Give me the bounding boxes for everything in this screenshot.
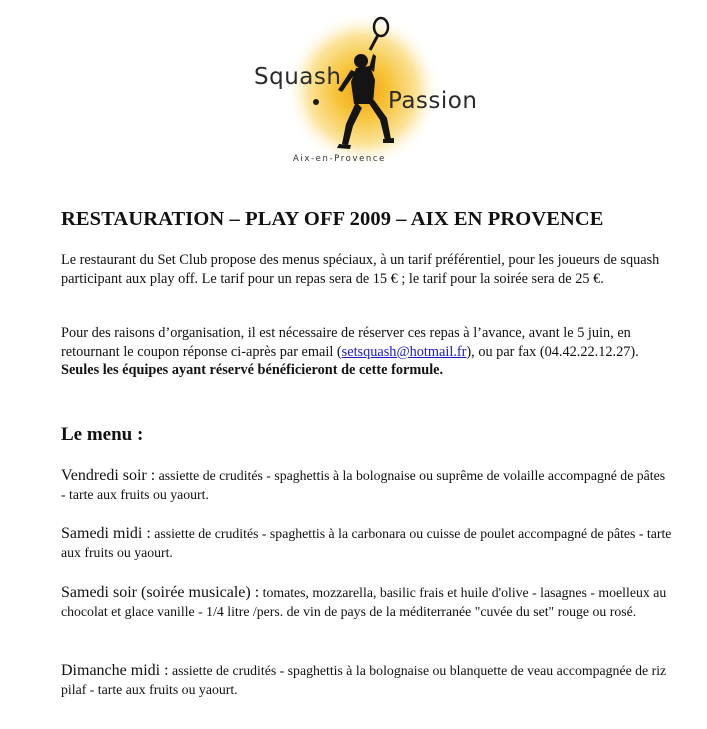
logo-word-squash: Squash bbox=[254, 64, 342, 90]
meal-description: assiette de crudités - spaghettis à la carbonara ou cuisse de poulet accompagné de pâtes - tarte aux fruits ou yaourt. bbox=[61, 526, 672, 560]
squash-passion-logo bbox=[238, 12, 482, 172]
reservation-text: Pour des raisons d’organisation, il est nécessaire de réserver ces repas à l’avance, avant le 5 juin, en retournant le coupon réponse ci-après par email ( bbox=[61, 325, 631, 360]
reservation-paragraph bbox=[61, 324, 673, 380]
logo-city: Aix-en-Provence bbox=[293, 154, 386, 164]
logo-graphic bbox=[238, 12, 482, 172]
meal-description: tomates, mozzarella, basilic frais et huile d'olive - lasagnes - moelleux au chocolat et glace vanille - 1/4 litre /pers. de vin de pays de la méditerranée "cuvée du set" rouge ou rosé. bbox=[61, 585, 667, 619]
reservation-notice: Seules les équipes ayant réservé bénéficieront de cette formule. bbox=[61, 362, 444, 378]
menu-heading: Le menu : bbox=[61, 424, 144, 445]
logo-word-passion: Passion bbox=[388, 88, 478, 114]
email-link[interactable]: setsquash@hotmail.fr bbox=[341, 343, 467, 360]
ball-dot-icon bbox=[313, 99, 319, 105]
meal-description: assiette de crudités - spaghettis à la bolognaise ou suprême de volaille accompagné de pâtes - tarte aux fruits ou yaourt. bbox=[61, 468, 666, 502]
reservation-text-after: ), ou par fax (04.42.22.12.27). bbox=[466, 343, 639, 360]
menu-item-saturday-evening bbox=[61, 584, 673, 621]
intro-paragraph: Le restaurant du Set Club propose des menus spéciaux, à un tarif préférentiel, pour les joueurs de squash participant aux play off. Le tarif pour un repas sera de 15 € ; le tarif pour la soirée sera de 25 €. bbox=[61, 252, 660, 287]
menu-item-sunday-lunch bbox=[61, 662, 673, 699]
menu-item-friday-evening bbox=[61, 467, 673, 504]
meal-label: Vendredi soir : bbox=[61, 467, 156, 484]
meal-label: Samedi midi : bbox=[61, 525, 151, 542]
menu-item-saturday-lunch bbox=[61, 525, 673, 562]
meal-label: Dimanche midi : bbox=[61, 662, 169, 679]
page-title: RESTAURATION – PLAY OFF 2009 – AIX EN PROVENCE bbox=[61, 208, 604, 230]
meal-description: assiette de crudités - spaghettis à la bolognaise ou blanquette de veau accompagnée de riz pilaf - tarte aux fruits ou yaourt. bbox=[61, 663, 667, 697]
meal-label: Samedi soir (soirée musicale) : bbox=[61, 584, 260, 601]
